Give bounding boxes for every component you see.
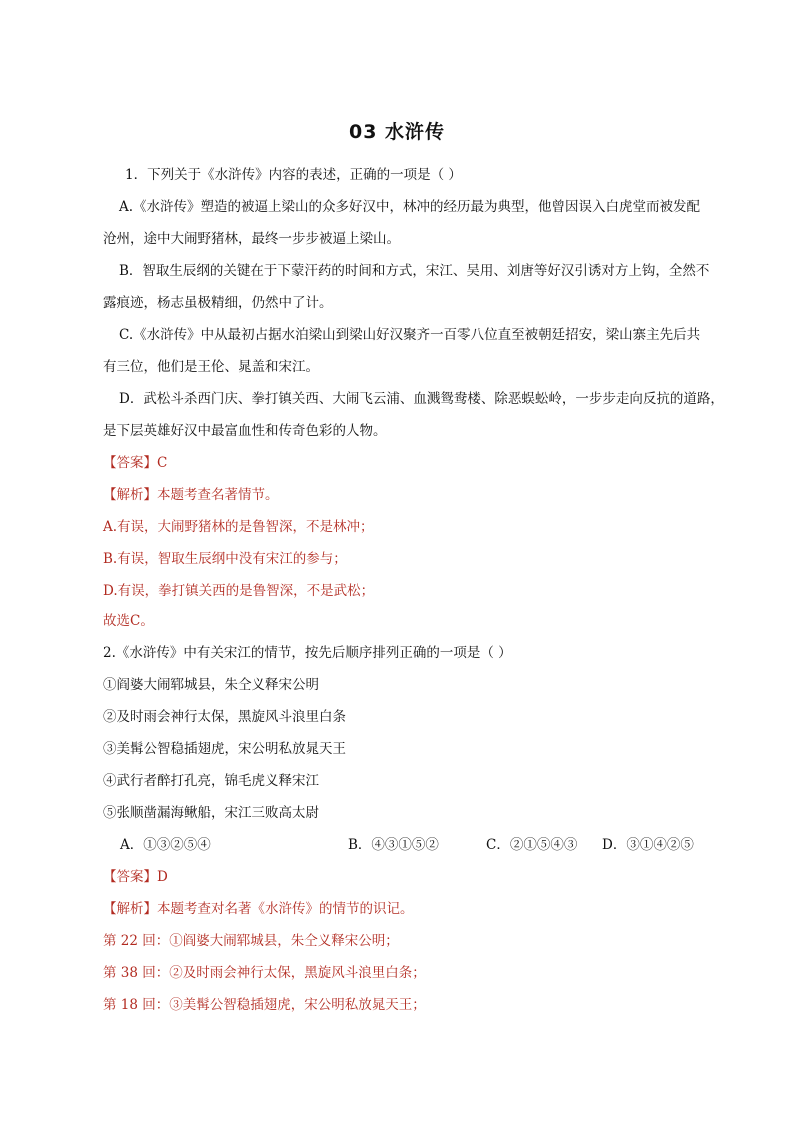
q2-item: ③美髯公智稳插翅虎，宋公明私放晁天王 (103, 741, 346, 757)
q2-item: ②及时雨会神行太保，黑旋风斗浪里白条 (103, 709, 346, 725)
q1-analysis-line: D.有误，拳打镇关西的是鲁智深，不是武松； (103, 583, 375, 599)
q1-analysis-line: B.有误，智取生辰纲中没有宋江的参与； (103, 551, 347, 567)
q1-option-d-line1: D．武松斗杀西门庆、拳打镇关西、大闹飞云浦、血溅鸳鸯楼、除恶蜈蚣岭，一步步走向反抗的道路， (119, 391, 724, 407)
q2-analysis-tag: 【解析】 (103, 901, 157, 917)
q2-item: ①阎婆大闹郓城县，朱仝义释宋公明 (103, 677, 319, 693)
q1-conclusion: 故选C。 (103, 613, 154, 629)
q2-option-c: C．②①⑤④③ (486, 837, 578, 853)
q1-analysis-text: 本题考查名著情节。 (157, 487, 279, 503)
q2-answer-value: D (157, 869, 168, 885)
q1-option-d-line2: 是下层英雄好汉中最富血性和传奇色彩的人物。 (103, 423, 387, 439)
q1-option-b-line1: B．智取生辰纲的关键在于下蒙汗药的时间和方式，宋江、吴用、刘唐等好汉引诱对方上钩，全然不 (119, 263, 710, 279)
q1-option-b-line2: 露痕迹，杨志虽极精细，仍然中了计。 (103, 295, 333, 311)
q1-answer-tag: 【答案】 (103, 455, 157, 471)
q1-analysis-tag: 【解析】 (103, 487, 157, 503)
q2-analysis-line: 第 38 回：②及时雨会神行太保，黑旋风斗浪里白条； (103, 965, 426, 981)
q1-option-c-line1: C.《水浒传》中从最初占据水泊梁山到梁山好汉聚齐一百零八位直至被朝廷招安，梁山寨主先后共 (119, 327, 701, 343)
q1-answer-value: C (157, 455, 168, 471)
q2-item: ④武行者醉打孔亮，锦毛虎义释宋江 (103, 773, 319, 789)
q1-answer (103, 454, 167, 472)
q2-option-b: B．④③①⑤② (348, 837, 439, 853)
q2-analysis-line: 第 18 回：③美髯公智稳插翅虎，宋公明私放晁天王； (103, 997, 426, 1013)
q1-analysis (103, 486, 279, 504)
page-title: 03 水浒传 (348, 121, 446, 143)
q2-stem: 2.《水浒传》中有关宋江的情节，按先后顺序排列正确的一项是（ ） (103, 645, 512, 661)
q2-answer-tag: 【答案】 (103, 869, 157, 885)
q1-stem: 1．下列关于《水浒传》内容的表述，正确的一项是（ ） (125, 167, 462, 183)
q1-option-a-line1: A.《水浒传》塑造的被逼上梁山的众多好汉中，林冲的经历最为典型，他曾因误入白虎堂而被发配 (119, 199, 701, 215)
q2-analysis (103, 900, 414, 918)
q2-option-d: D．③①④②⑤ (602, 837, 694, 853)
q2-item: ⑤张顺凿漏海鳅船，宋江三败高太尉 (103, 805, 319, 821)
q2-option-a: A．①③②⑤④ (120, 837, 211, 853)
q1-analysis-line: A.有误，大闹野猪林的是鲁智深，不是林冲； (103, 519, 374, 535)
q2-analysis-line: 第 22 回：①阎婆大闹郓城县，朱仝义释宋公明； (103, 933, 399, 949)
q1-option-c-line2: 有三位，他们是王伦、晁盖和宋江。 (103, 359, 319, 375)
q2-analysis-text: 本题考查对名著《水浒传》的情节的识记。 (157, 901, 414, 917)
q2-answer (103, 868, 168, 886)
q1-option-a-line2: 沧州，途中大闹野猪林，最终一步步被逼上梁山。 (103, 231, 400, 247)
